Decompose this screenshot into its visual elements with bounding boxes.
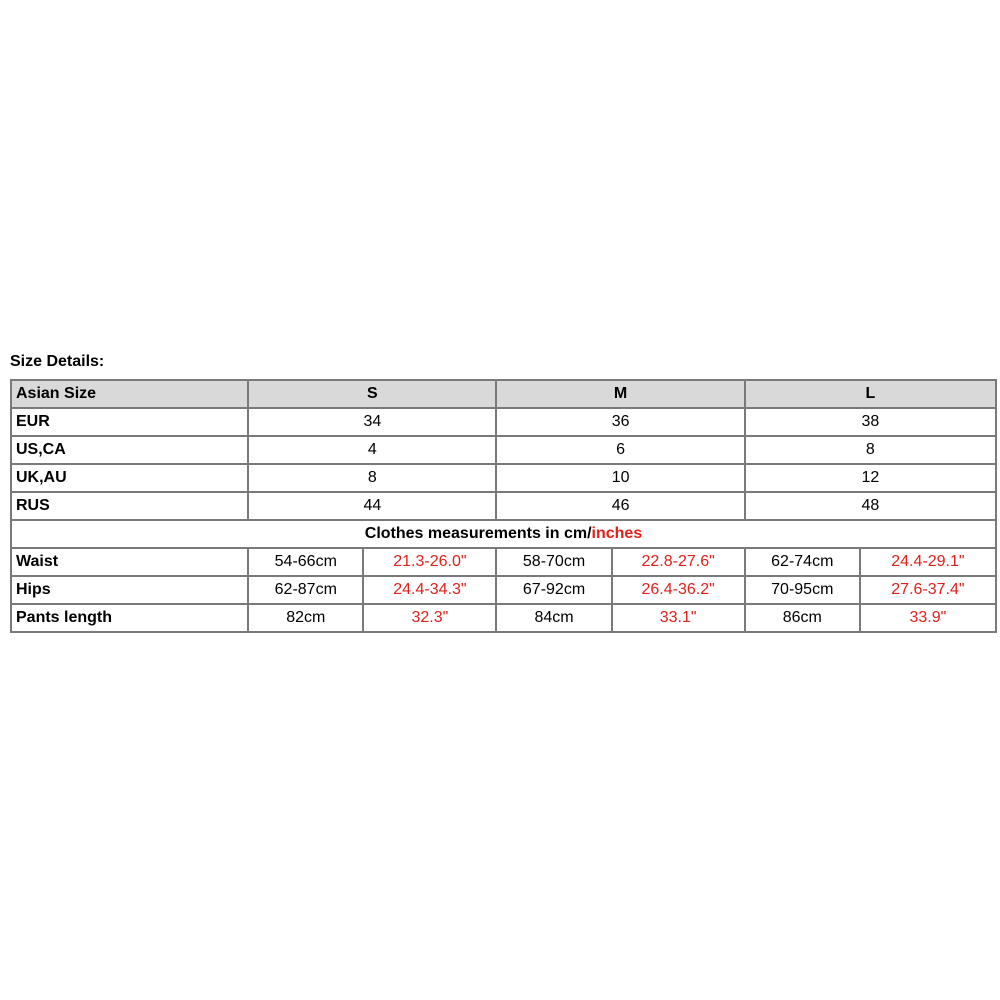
size-header-m: M [496,380,744,408]
cm-cell: 54-66cm [248,548,363,576]
inch-cell: 24.4-34.3" [363,576,496,604]
row-label: US,CA [11,436,248,464]
row-label: UK,AU [11,464,248,492]
inch-cell: 22.8-27.6" [612,548,745,576]
table-row [11,408,996,436]
cell: 4 [248,436,496,464]
cm-cell: 62-74cm [745,548,860,576]
cell: 6 [496,436,744,464]
page-title: Size Details: [10,353,105,370]
cell: 36 [496,408,744,436]
measurements-heading-prefix: Clothes measurements in cm/ [364,525,592,542]
header-label: Asian Size [11,380,248,408]
cell: 10 [496,464,744,492]
cell: 8 [248,464,496,492]
row-label: RUS [11,492,248,520]
row-label: Waist [11,548,248,576]
measurements-heading-inches: inches [591,525,643,542]
cell: 44 [248,492,496,520]
measurements-heading [11,520,996,548]
size-header-l: L [745,380,996,408]
cm-cell: 86cm [745,604,860,632]
cm-cell: 70-95cm [745,576,860,604]
header-row [11,380,996,408]
measurements-heading-row [11,520,996,548]
cell: 8 [745,436,996,464]
table-row [11,548,996,576]
cell: 46 [496,492,744,520]
row-label: EUR [11,408,248,436]
inch-cell: 27.6-37.4" [860,576,996,604]
inch-cell: 32.3" [363,604,496,632]
cell: 12 [745,464,996,492]
cm-cell: 82cm [248,604,363,632]
row-label: Pants length [11,604,248,632]
table-row [11,604,996,632]
cm-cell: 58-70cm [496,548,611,576]
cell: 48 [745,492,996,520]
inch-cell: 24.4-29.1" [860,548,996,576]
inch-cell: 33.1" [612,604,745,632]
inch-cell: 26.4-36.2" [612,576,745,604]
size-table [10,379,997,633]
row-label: Hips [11,576,248,604]
table-row [11,464,996,492]
cm-cell: 62-87cm [248,576,363,604]
cm-cell: 67-92cm [496,576,611,604]
size-header-s: S [248,380,496,408]
cm-cell: 84cm [496,604,611,632]
table-row [11,576,996,604]
inch-cell: 33.9" [860,604,996,632]
table-row [11,492,996,520]
cell: 34 [248,408,496,436]
cell: 38 [745,408,996,436]
table-row [11,436,996,464]
inch-cell: 21.3-26.0" [363,548,496,576]
